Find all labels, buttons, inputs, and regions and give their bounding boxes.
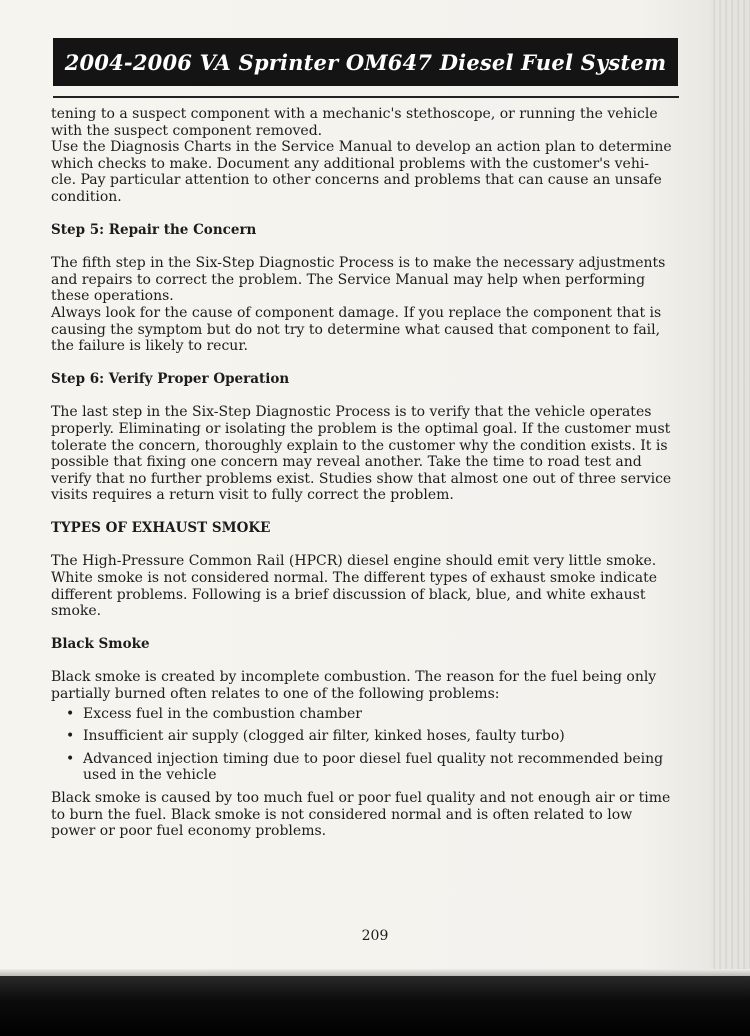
heading-step-5: Step 5: Repair the Concern bbox=[51, 221, 257, 238]
black-smoke-causes-list bbox=[51, 706, 673, 784]
paragraph-black-smoke-b: Black smoke is caused by too much fuel or poor fuel quality and not enough air or time to burn the fuel. Black smoke is not considered normal and is often related to low power or poor fuel economy problems. bbox=[51, 790, 671, 840]
header-title: 2004-2006 VA Sprinter OM647 Diesel Fuel System bbox=[64, 49, 667, 75]
paragraph-black-smoke-a: Black smoke is created by incomplete combustion. The reason for the fuel being only partially burned often relates to one of the following problems: bbox=[51, 669, 657, 703]
list-item-text: Advanced injection timing due to poor diesel fuel quality not recommended being used in the vehicle bbox=[83, 750, 664, 784]
list-item bbox=[66, 705, 673, 723]
paragraph-types-of-smoke: The High-Pressure Common Rail (HPCR) diesel engine should emit very little smoke. White smoke is not considered normal. The different types of exhaust smoke indicate different problems. Following is a brief discussion of black, blue, and white exhaust smoke. bbox=[51, 553, 657, 620]
header-banner bbox=[53, 38, 678, 86]
list-item bbox=[66, 750, 673, 784]
header-rule bbox=[53, 96, 679, 98]
bullet-icon: • bbox=[66, 705, 75, 722]
bullet-icon: • bbox=[66, 750, 75, 767]
paragraph-continued: tening to a suspect component with a mechanic's stethoscope, or running the vehicle with the suspect component removed. bbox=[51, 106, 658, 139]
page-number: 209 bbox=[361, 928, 389, 944]
page-edge-shadow bbox=[710, 0, 750, 980]
paragraph-diagnosis-charts: Use the Diagnosis Charts in the Service Manual to develop an action plan to determine which checks to make. Document any additional problems with the customer's vehi-cle. Pay particular attention to other concerns and problems that can cause an unsafe condition. bbox=[51, 139, 672, 205]
paragraph-step-6: The last step in the Six-Step Diagnostic Process is to verify that the vehicle operates properly. Eliminating or isolating the problem is the optimal goal. If the customer must tolerate the concern, thoroughly explain to the customer why the condition exists. It is possible that fixing one concern may reveal another. Take the time to road test and verify that no further problems exist. Studies show that almost one out of three service visits requires a return visit to fully correct the problem. bbox=[51, 404, 672, 504]
bullet-icon: • bbox=[66, 728, 75, 745]
heading-black-smoke: Black Smoke bbox=[51, 635, 150, 652]
list-item bbox=[66, 728, 673, 745]
heading-step-6: Step 6: Verify Proper Operation bbox=[51, 370, 290, 387]
list-item-text: Excess fuel in the combustion chamber bbox=[83, 705, 362, 722]
scan-bottom-border bbox=[0, 976, 750, 1036]
paragraph-step-5-b: Always look for the cause of component damage. If you replace the component that is causing the symptom but do not try to determine what caused that component to fail, the failure is likely to recur. bbox=[51, 304, 662, 355]
paragraph-step-5-a: The fifth step in the Six-Step Diagnostic Process is to make the necessary adjustments and repairs to correct the problem. The Service Manual may help when performing these operations. bbox=[51, 255, 666, 305]
page-content bbox=[51, 106, 673, 840]
list-item-text: Insufficient air supply (clogged air filter, kinked hoses, faulty turbo) bbox=[83, 728, 565, 745]
heading-types-of-exhaust-smoke: TYPES OF EXHAUST SMOKE bbox=[51, 519, 271, 536]
